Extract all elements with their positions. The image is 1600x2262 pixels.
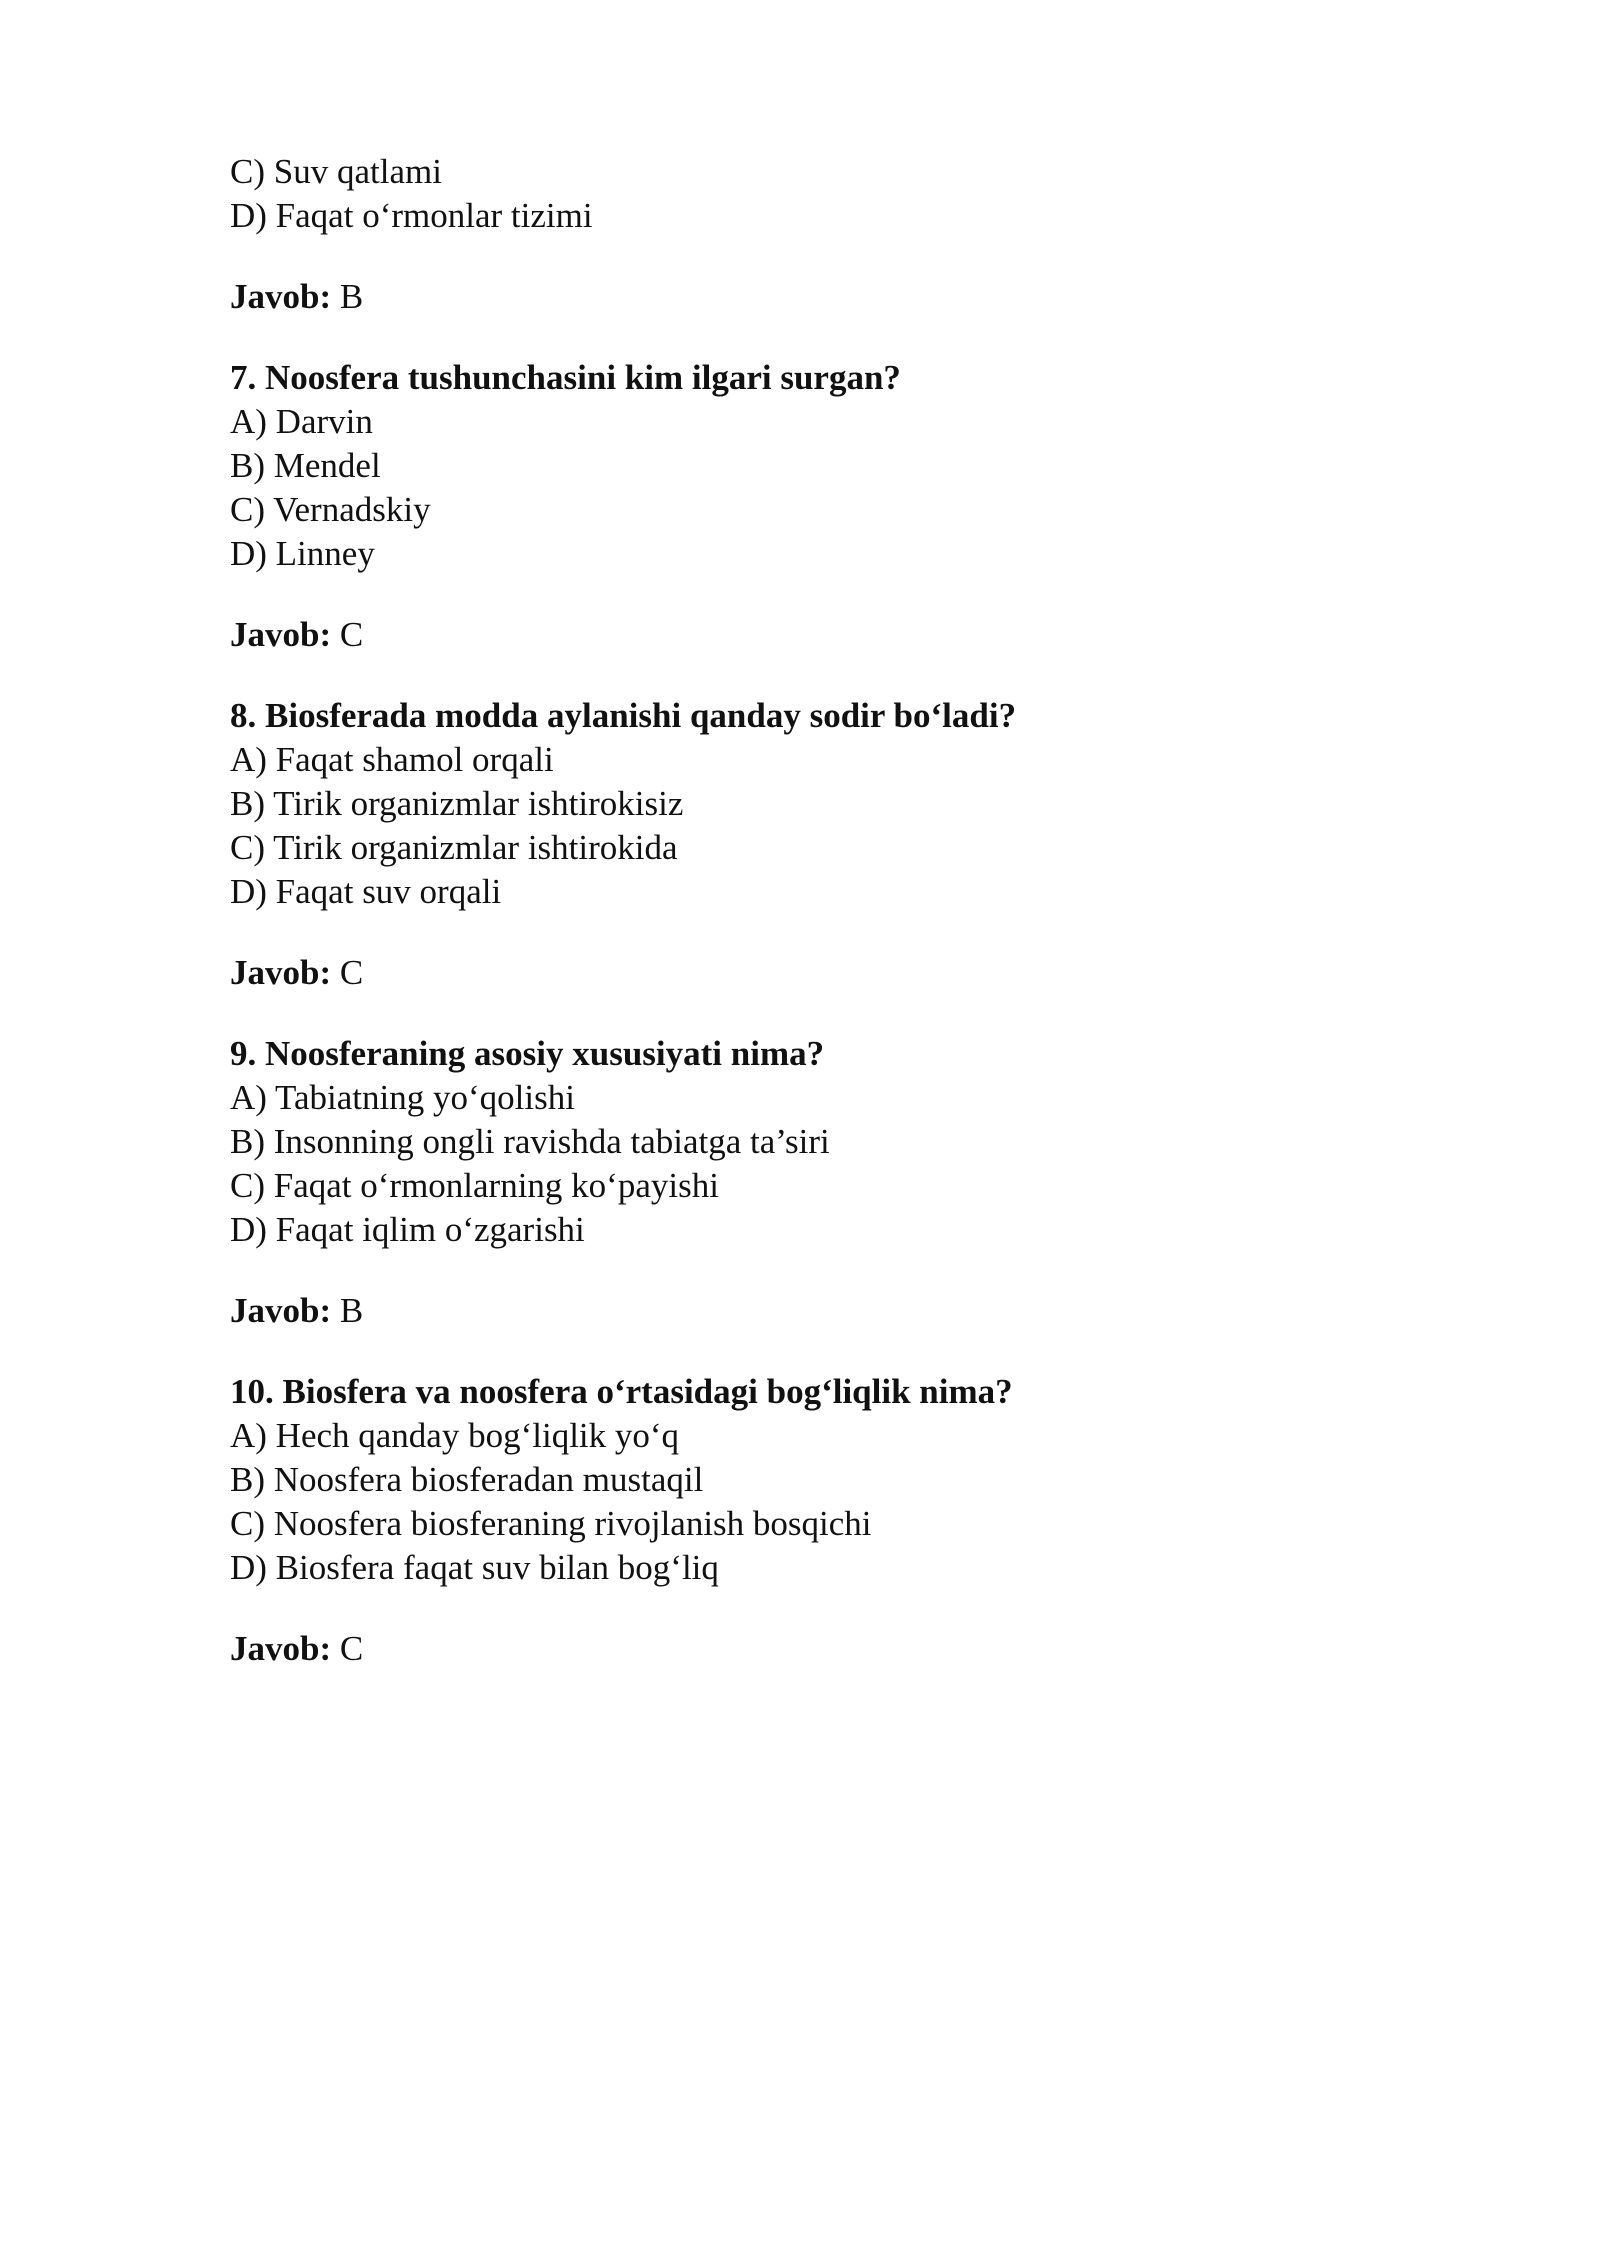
option-b: B) Tirik organizmlar ishtirokisiz — [230, 784, 684, 823]
answer-value: C — [339, 953, 364, 992]
option-b: B) Mendel — [230, 446, 381, 485]
option-c: C) Faqat o‘rmonlarning ko‘payishi — [230, 1166, 719, 1205]
answer-line — [230, 1627, 1430, 1671]
answer-line — [230, 613, 1430, 657]
option-c: C) Tirik organizmlar ishtirokida — [230, 828, 678, 867]
answer-line — [230, 1289, 1430, 1333]
option-d: D) Biosfera faqat suv bilan bog‘liq — [230, 1548, 719, 1587]
question-10 — [230, 1370, 1430, 1671]
question-title: 7. Noosfera tushunchasini kim ilgari surgan? — [230, 358, 901, 397]
answer-label: Javob: — [230, 615, 332, 654]
answer-value: C — [339, 1629, 364, 1668]
option-c: C) Vernadskiy — [230, 490, 431, 529]
question-title: 9. Noosferaning asosiy xususiyati nima? — [230, 1034, 825, 1073]
document-page — [230, 150, 1430, 1671]
answer-label: Javob: — [230, 1629, 332, 1668]
option-c: C) Noosfera biosferaning rivojlanish bosqichi — [230, 1504, 872, 1543]
option-b: B) Insonning ongli ravishda tabiatga ta’siri — [230, 1122, 830, 1161]
option-c: C) Suv qatlami — [230, 152, 442, 191]
option-a: A) Hech qanday bog‘liqlik yo‘q — [230, 1416, 680, 1455]
answer-value: C — [339, 615, 364, 654]
answer-value: B — [339, 277, 364, 316]
answer-value: B — [339, 1291, 364, 1330]
answer-label: Javob: — [230, 1291, 332, 1330]
option-b: B) Noosfera biosferadan mustaqil — [230, 1460, 704, 1499]
question-8 — [230, 694, 1430, 995]
option-d: D) Faqat iqlim o‘zgarishi — [230, 1210, 585, 1249]
answer-label: Javob: — [230, 277, 332, 316]
answer-line — [230, 951, 1430, 995]
option-a: A) Darvin — [230, 402, 373, 441]
option-a: A) Faqat shamol orqali — [230, 740, 554, 779]
option-a: A) Tabiatning yo‘qolishi — [230, 1078, 575, 1117]
question-9 — [230, 1032, 1430, 1333]
question-title: 10. Biosfera va noosfera o‘rtasidagi bog‘liqlik nima? — [230, 1372, 1013, 1411]
option-d: D) Faqat suv orqali — [230, 872, 502, 911]
question-title: 8. Biosferada modda aylanishi qanday sodir bo‘ladi? — [230, 696, 1017, 735]
option-d: D) Faqat o‘rmonlar tizimi — [230, 196, 593, 235]
option-d: D) Linney — [230, 534, 375, 573]
answer-label: Javob: — [230, 953, 332, 992]
answer-line — [230, 275, 1430, 319]
question-6-continuation — [230, 150, 1430, 319]
question-7 — [230, 356, 1430, 657]
